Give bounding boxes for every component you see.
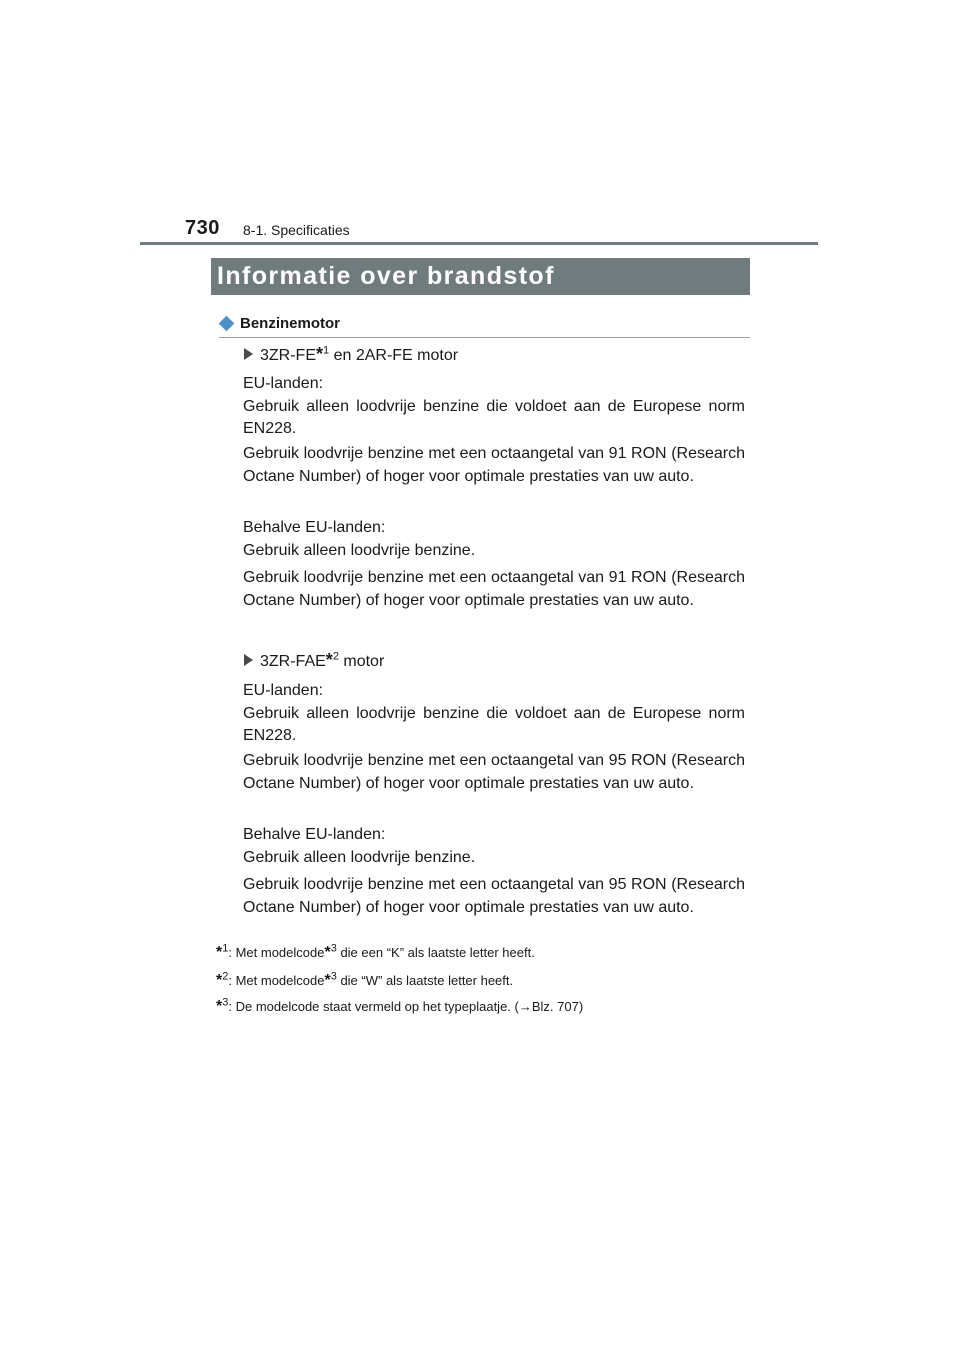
page-reference-link: Blz. 707) (531, 999, 584, 1014)
diamond-bullet-icon (219, 316, 235, 332)
engine-2-eu-octane: Gebruik loodvrije benzine met een octaangetal van 95 RON (Research Octane Number) of hoger voor optimale prestaties van uw auto. (243, 752, 745, 792)
engine-2-non-eu-block (243, 824, 745, 869)
engine-1-eu-block (243, 373, 745, 441)
triangle-bullet-icon (244, 348, 253, 360)
engine-label: 3ZR-FE*$^1$ en 2AR-FE motor (260, 344, 459, 364)
page-number: 730 (185, 217, 220, 239)
engine-heading-1 (244, 344, 458, 365)
subheading-label: Benzinemotor (240, 315, 341, 332)
engine-label: 3ZR-FAE*$^2$ motor (260, 650, 385, 670)
eu-text: Gebruik alleen loodvrije benzine die voldoet aan de Europese norm EN228. (243, 704, 745, 744)
section-reference: 8-1. Specificaties (243, 222, 350, 238)
page-title: Informatie over brandstof (211, 258, 750, 295)
engine-1-non-eu-block (243, 517, 745, 562)
subheading-divider (219, 337, 750, 338)
subheading (219, 315, 340, 332)
non-eu-text: Gebruik alleen loodvrije benzine. (243, 848, 476, 866)
engine-2-eu-block (243, 680, 745, 748)
non-eu-title: Behalve EU-landen: (243, 826, 386, 843)
footnote-2: *$^2$: Met modelcode*$^3$ die “W” als laatste letter heeft. (216, 970, 514, 989)
engine-2-non-eu-octane: Gebruik loodvrije benzine met een octaangetal van 95 RON (Research Octane Number) of hoger voor optimale prestaties van uw auto. (243, 876, 745, 916)
engine-1-non-eu-octane: Gebruik loodvrije benzine met een octaangetal van 91 RON (Research Octane Number) of hoger voor optimale prestaties van uw auto. (243, 569, 745, 609)
triangle-bullet-icon (244, 654, 253, 666)
non-eu-title: Behalve EU-landen: (243, 519, 386, 536)
footnote-1: *$^1$: Met modelcode*$^3$ die een “K” als laatste letter heeft. (216, 942, 535, 961)
engine-1-eu-octane: Gebruik loodvrije benzine met een octaangetal van 91 RON (Research Octane Number) of hoger voor optimale prestaties van uw auto. (243, 445, 745, 485)
non-eu-text: Gebruik alleen loodvrije benzine. (243, 541, 476, 559)
eu-text: Gebruik alleen loodvrije benzine die voldoet aan de Europese norm EN228. (243, 397, 745, 437)
eu-title: EU-landen: (243, 375, 324, 392)
footnote-3: *$^3$: De modelcode staat vermeld op het typeplaatje. (→Blz. 707) (216, 996, 584, 1015)
header-divider (140, 242, 818, 245)
arrow-right-icon: → (518, 999, 532, 1014)
engine-heading-2 (244, 650, 384, 671)
eu-title: EU-landen: (243, 682, 324, 699)
